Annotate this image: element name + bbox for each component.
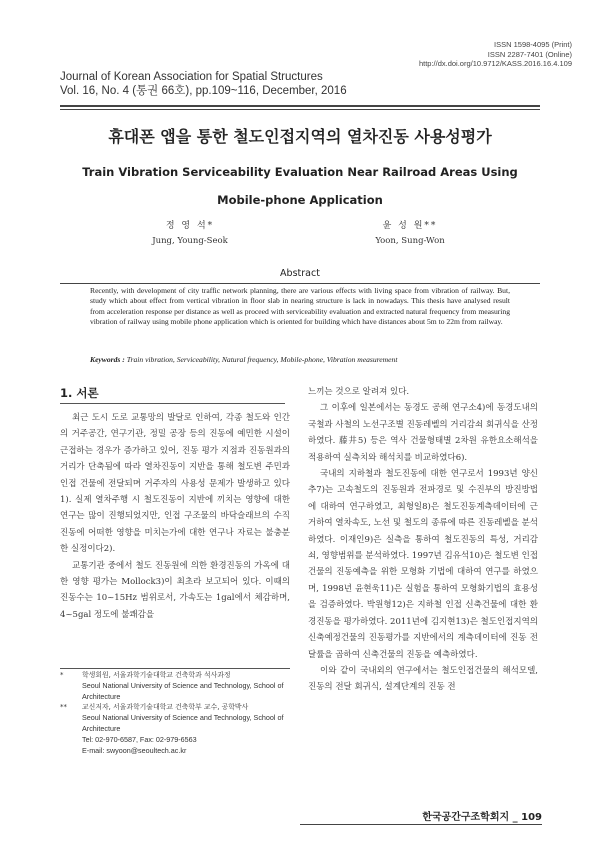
body-column-left: [60, 410, 290, 623]
paragraph: 국내의 지하철과 철도진동에 대한 연구로서 1993년 양신추7)는 고속철도의 진동원과 전파경로 및 수진부의 방진방법에 대하여 연구하였고, 최형일8)은 철도진동계측데이터에 근거하여 열차속도, 노선 및 철도의 종류에 따른 진동레벨을 분석하였다. 이재인9)은 실측을 통하여 철도진동의 특성, 거리감쇠, 영향범위를 분석하였다. 1997년 김유석10)은 철도변 인접건물의 진동예측을 위한 모형화 기법에 대하여 연구를 하였으며, 1998년 윤현욱11)은 실험을 통하여 모형화기법의 효용성을 검증하였다. 박원형12)은 지하철 인접 신축건물에 대한 환경진동을 평가하였다. 2011년에 김지현13)은 철도인접지역의 신축예정건물의 진동평가를 지반에서의 계측데이터에 진동 전달률을 곱하여 신축건물의 진동을 예측하였다.: [308, 469, 538, 660]
footnote-email[interactable]: E-mail: swyoon@seoultech.ac.kr: [82, 745, 187, 755]
author-2-english: Yoon, Sung-Won: [375, 236, 445, 246]
paragraph: 느끼는 것으로 알려져 있다.: [308, 387, 410, 397]
keywords: [90, 355, 510, 364]
journal-info: [60, 70, 347, 98]
header-rule-thin: [60, 109, 540, 110]
title-english: [0, 158, 600, 214]
paragraph: 그 이후에 일본에서는 동경도 공해 연구소4)에 동경도내의 국철과 사철의 노선구조별 진동레벨의 거리감쇠 회귀식을 산정하였다. 藤井5) 등은 역사 건물형태별 2차원 유한요소해석을 적용하여 실측치와 해석치를 비교하였다6).: [308, 403, 538, 463]
author-2: [290, 219, 530, 249]
abstract-body: Recently, with development of city traffic network planning, there are various effects with living space from vibration of railway. But, study which about effect from vertical vibration in floor slab in nearing structure is lack in nowadays. This thesis have analysed result from acceleration response per distance as well as proceed with serviceability evaluation and extracted natural frequency from measuring vibration of railway using mobile phone application which is oriented for building which have distances about 5m to 22m from railway.: [90, 286, 510, 327]
doi-link[interactable]: http://dx.doi.org/10.9712/KASS.2016.16.4.109: [418, 59, 572, 68]
issn-online: ISSN 2287-7401 (Online): [487, 49, 572, 59]
footnote-korean: 교신저자, 서울과학기술대학교 건축학부 교수, 공학박사: [82, 703, 249, 712]
section-heading: 1. 서론: [60, 386, 99, 400]
footer-rule: [300, 824, 542, 825]
journal-name: Journal of Korean Association for Spatial Structures: [60, 71, 323, 83]
footnote-mark: **: [60, 703, 67, 712]
footnote-1: [60, 670, 295, 702]
issn-block: [419, 40, 572, 69]
paragraph: 이와 같이 국내외의 연구에서는 철도인접건물의 해석모델, 진동의 전달 회귀식, 설계단계의 진동 전: [308, 665, 538, 693]
issn-print: ISSN 1598-4095 (Print): [494, 40, 572, 49]
footnote-english: Seoul National University of Science and Technology, School of Architecture: [82, 680, 284, 701]
abstract-rule: [60, 283, 540, 284]
footnotes: [60, 670, 295, 756]
footnote-mark: *: [60, 671, 64, 679]
footnote-korean: 학생회원, 서울과학기술대학교 건축학과 석사과정: [82, 671, 231, 679]
body-column-right: [308, 384, 538, 696]
footnote-tel: Tel: 02-970-6587, Fax: 02-979-6563: [82, 734, 197, 744]
section-rule: [60, 403, 285, 404]
page-number: 한국공간구조학회지 _ 109: [422, 812, 542, 823]
author-1: [70, 219, 310, 249]
header-rule-thick: [60, 105, 540, 107]
volume-info: Vol. 16, No. 4 (통권 66호), pp.109~116, December, 2016: [60, 85, 347, 97]
footnote-rule: [60, 668, 290, 669]
keywords-list: Train vibration, Serviceability, Natural frequency, Mobile-phone, Vibration measurement: [126, 355, 398, 364]
author-2-korean: 윤 성 원**: [382, 221, 438, 231]
paragraph: 교통기관 중에서 철도 진동원에 의한 환경진동의 가옥에 대한 영향 평가는 Mollock3)이 최초라 보고되어 있다. 이때의 진동수는 10~15Hz 범위로서, 가속도는 1gal에서 체감하며, 4~5gal 정도에 불쾌감을: [60, 560, 290, 620]
title-korean: 휴대폰 앱을 통한 철도인접지역의 열차진동 사용성평가: [108, 127, 492, 146]
keywords-label: Keywords :: [90, 355, 127, 364]
title-english-line1: Train Vibration Serviceability Evaluation Near Railroad Areas Using: [82, 165, 518, 179]
paragraph: 최근 도시 도로 교통망의 발달로 인하여, 각종 철도와 인간의 거주공간, 연구기관, 정밀 공장 등의 진동에 예민한 시설이 근접하는 경우가 증가하고 있어, 진동 평가 지점과 진동원과의 거리가 단축됨에 따라 열차진동이 지반을 통해 철도변 주민과 인접 건물에 전달되며 거주자의 사용성 문제가 발생하고 있다1). 실제 열차주행 시 철도진동이 지반에 끼치는 영향에 대한 연구는 많이 진행되었지만, 인접 구조물의 바닥슬래브의 수직진동에 어떠한 영향을 미치는가에 대한 연구나 자료는 불충분한 실정이다2).: [60, 413, 290, 555]
abstract-heading: Abstract: [280, 268, 320, 279]
footnote-2: [60, 702, 295, 756]
author-1-english: Jung, Young-Seok: [152, 236, 228, 246]
title-english-line2: Mobile-phone Application: [217, 193, 383, 207]
author-1-korean: 정 영 석*: [165, 221, 215, 231]
footnote-english: Seoul National University of Science and Technology, School of Architecture: [82, 713, 284, 733]
